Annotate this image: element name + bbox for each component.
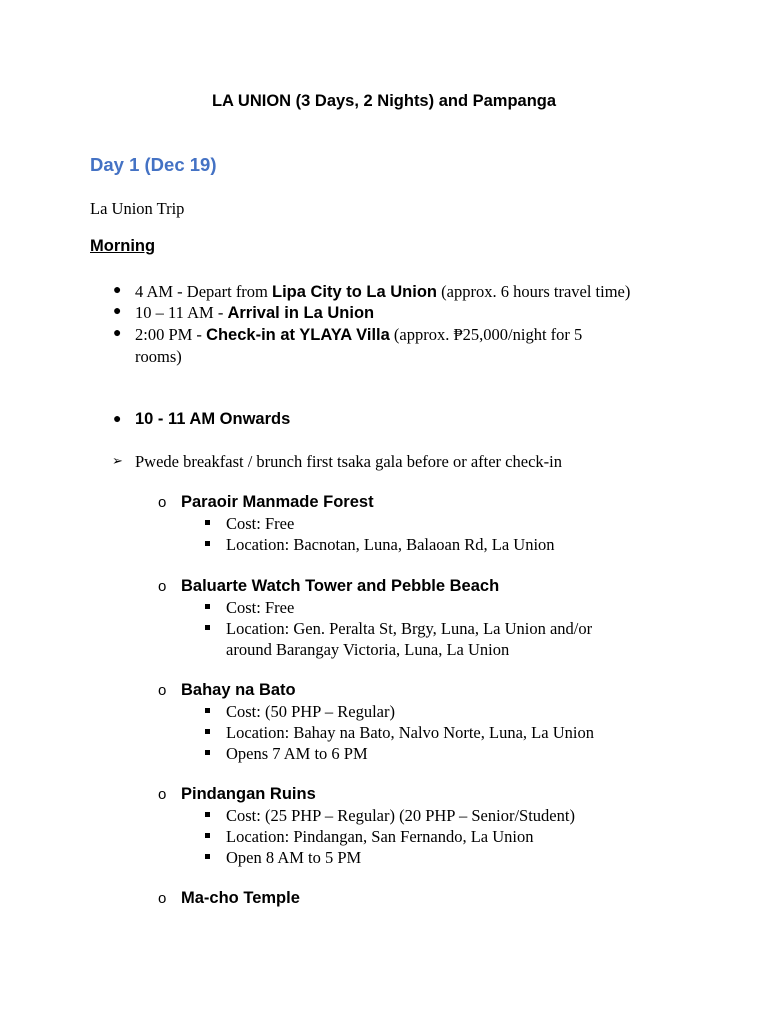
square-bullet: [205, 854, 210, 859]
place-detail: Cost: (50 PHP – Regular): [226, 702, 395, 721]
bullet-disc: ●: [113, 412, 122, 427]
place-name: Ma-cho Temple: [181, 889, 300, 907]
square-bullet: [205, 520, 210, 525]
square-bullet: [205, 541, 210, 546]
place-name: Baluarte Watch Tower and Pebble Beach: [181, 577, 500, 595]
square-bullet: [205, 708, 210, 713]
square-bullet: [205, 604, 210, 609]
place-name: Pindangan Ruins: [181, 785, 316, 803]
bullet-disc: ●: [113, 326, 122, 341]
onwards-heading: 10 - 11 AM Onwards: [135, 410, 291, 428]
place-detail: Cost: (25 PHP – Regular) (20 PHP – Senior/Student): [226, 806, 575, 825]
place-detail: Location: Pindangan, San Fernando, La Union: [226, 827, 534, 846]
square-bullet: [205, 750, 210, 755]
item-time: 2:00 PM -: [135, 325, 207, 344]
arrow-bullet-icon: ➢: [112, 453, 123, 468]
circle-bullet: o: [158, 682, 167, 699]
place-name: Paraoir Manmade Forest: [181, 493, 374, 511]
circle-bullet: o: [158, 786, 167, 803]
day-subtitle: La Union Trip: [90, 199, 185, 218]
morning-item: [135, 281, 630, 303]
bullet-disc: ●: [113, 283, 122, 298]
place-detail: Location: Bacnotan, Luna, Balaoan Rd, La Union: [226, 535, 555, 554]
bullet-disc: ●: [113, 304, 122, 319]
square-bullet: [205, 812, 210, 817]
document-title: LA UNION (3 Days, 2 Nights) and Pampanga: [211, 92, 557, 110]
place-detail: Location: Gen. Peralta St, Brgy, Luna, La Union and/or: [226, 619, 593, 638]
place-detail: Opens 7 AM to 6 PM: [226, 744, 368, 763]
item-highlight: Arrival in La Union: [227, 304, 375, 322]
place-detail: Location: Bahay na Bato, Nalvo Norte, Luna, La Union: [226, 723, 594, 742]
item-text: Depart from: [186, 282, 273, 301]
item-note: (approx. 6 hours travel time): [437, 282, 631, 301]
circle-bullet: o: [158, 578, 167, 595]
square-bullet: [205, 833, 210, 838]
place-detail: Open 8 AM to 5 PM: [226, 848, 362, 867]
item-highlight: Check-in at YLAYA Villa: [206, 326, 390, 344]
place-name: Bahay na Bato: [181, 681, 296, 699]
item-time: 4 AM -: [135, 282, 187, 301]
arrow-note: Pwede breakfast / brunch first tsaka gala before or after check-in: [135, 452, 562, 471]
morning-item: [135, 324, 582, 346]
place-detail: Cost: Free: [226, 598, 295, 617]
morning-heading: Morning: [90, 237, 156, 255]
circle-bullet: o: [158, 494, 167, 511]
place-detail: Cost: Free: [226, 514, 295, 533]
day-heading: Day 1 (Dec 19): [90, 154, 217, 175]
item-note-continued: rooms): [135, 347, 182, 366]
morning-item: [135, 302, 374, 324]
circle-bullet: o: [158, 890, 167, 907]
item-note: (approx. ₱25,000/night for 5: [389, 325, 583, 344]
square-bullet: [205, 729, 210, 734]
place-detail-continued: around Barangay Victoria, Luna, La Union: [226, 640, 510, 659]
square-bullet: [205, 625, 210, 630]
item-highlight: Lipa City to La Union: [272, 283, 438, 301]
item-time: 10 – 11 AM -: [135, 303, 228, 322]
